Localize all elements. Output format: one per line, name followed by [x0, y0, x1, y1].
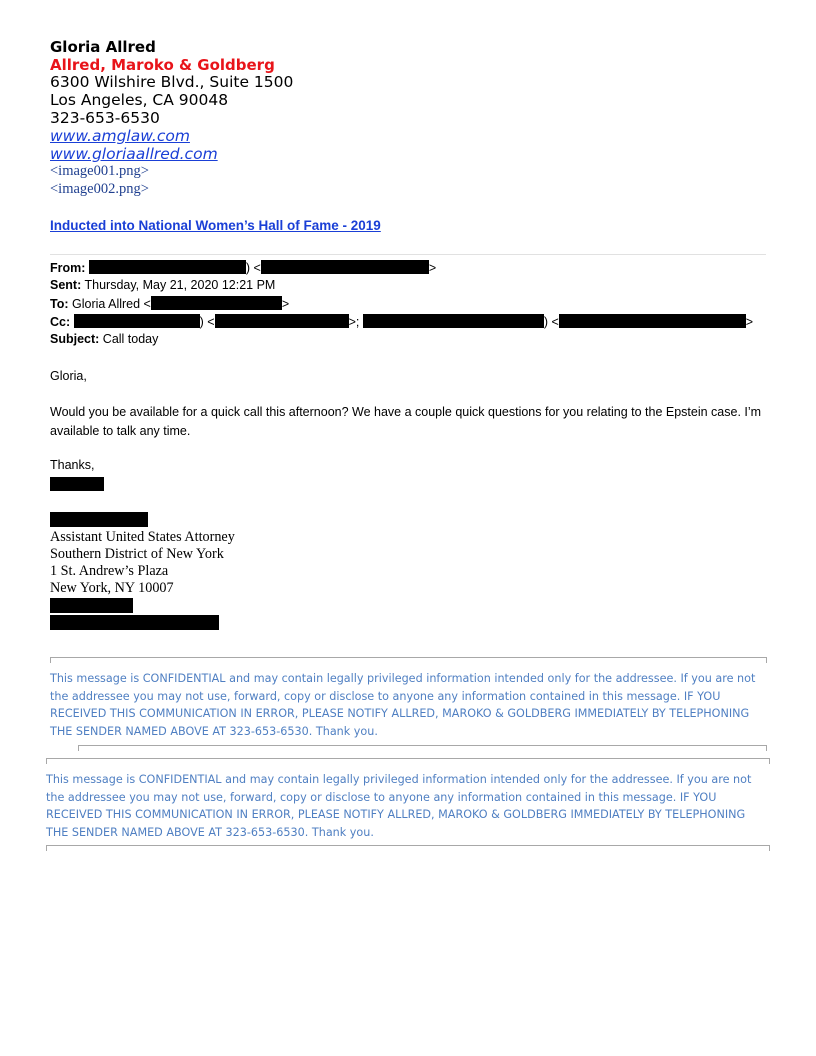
subject-line [50, 332, 158, 346]
to-label: To: [50, 297, 69, 311]
redaction [50, 477, 104, 491]
to-line [50, 296, 289, 311]
cc-label: Cc: [50, 315, 71, 329]
cc-separator-1: ) < [199, 315, 215, 329]
disclaimer-rule [78, 745, 767, 751]
subject-value: Call today [102, 332, 159, 346]
greeting: Gloria, [50, 369, 87, 383]
image-placeholder-1: <image001.png> [50, 163, 149, 179]
cc-separator-3: ) < [543, 315, 559, 329]
redaction [363, 314, 544, 328]
to-end: > [281, 297, 290, 311]
redaction [50, 598, 133, 613]
header-separator [50, 254, 766, 255]
signature-name: Gloria Allred [50, 38, 156, 56]
image-placeholder-2: <image002.png> [50, 181, 149, 197]
link-amglaw[interactable]: www.amglaw.com [50, 127, 190, 145]
sender-office: Southern District of New York [50, 546, 224, 562]
disclaimer-1: This message is CONFIDENTIAL and may contain legally privileged information intended only for the addressee. If you are not the addressee you may not use, forward, copy or disclose to anyone any information contained in this message. IF YOU RECEIVED THIS COMMUNICATION IN ERROR, PLEASE NOTIFY ALLRED, MAROKO & GOLDBERG IMMEDIATELY BY TELEPHONING THE SENDER NAMED ABOVE AT 323-653-6530. Thank you. [50, 672, 756, 738]
redaction [261, 260, 429, 274]
to-value: Gloria Allred < [72, 297, 151, 311]
message-body: Would you be available for a quick call this afternoon? We have a couple quick questions for you relating to the Epstein case. I’m available to talk any time. [50, 405, 762, 438]
sent-label: Sent: [50, 278, 82, 292]
disclaimer-rule [46, 845, 770, 851]
sent-value: Thursday, May 21, 2020 12:21 PM [84, 278, 276, 292]
from-end: > [428, 261, 437, 275]
sender-street: 1 St. Andrew’s Plaza [50, 563, 169, 579]
redaction [151, 296, 282, 310]
from-line [50, 260, 436, 275]
from-separator: ) < [245, 261, 261, 275]
redaction [215, 314, 349, 328]
redaction [559, 314, 746, 328]
hall-of-fame-link[interactable]: Inducted into National Women’s Hall of Fame - 2019 [50, 218, 381, 233]
disclaimer-2: This message is CONFIDENTIAL and may contain legally privileged information intended only for the addressee. If you are not the addressee you may not use, forward, copy or disclose to anyone any information contained in this message. IF YOU RECEIVED THIS COMMUNICATION IN ERROR, PLEASE NOTIFY ALLRED, MAROKO & GOLDBERG IMMEDIATELY BY TELEPHONING THE SENDER NAMED ABOVE AT 323-653-6530. Thank you. [46, 773, 752, 839]
closing: Thanks, [50, 458, 95, 472]
redaction [50, 512, 148, 527]
cc-line [50, 314, 753, 329]
cc-separator-2: >; [348, 315, 363, 329]
signature-address-line2: Los Angeles, CA 90048 [50, 91, 229, 109]
disclaimer-rule [46, 758, 770, 764]
signature-phone: 323-653-6530 [50, 109, 160, 127]
from-label: From: [50, 261, 86, 275]
disclaimer-rule [50, 657, 767, 663]
signature-address-line1: 6300 Wilshire Blvd., Suite 1500 [50, 73, 294, 91]
redaction [50, 615, 219, 630]
signature-firm: Allred, Maroko & Goldberg [50, 56, 275, 74]
redaction [74, 314, 200, 328]
redaction [89, 260, 246, 274]
sender-city: New York, NY 10007 [50, 580, 174, 596]
cc-end: > [745, 315, 754, 329]
link-gloriaallred[interactable]: www.gloriaallred.com [50, 145, 218, 163]
sent-line [50, 278, 275, 292]
sender-title: Assistant United States Attorney [50, 529, 235, 545]
subject-label: Subject: [50, 332, 100, 346]
